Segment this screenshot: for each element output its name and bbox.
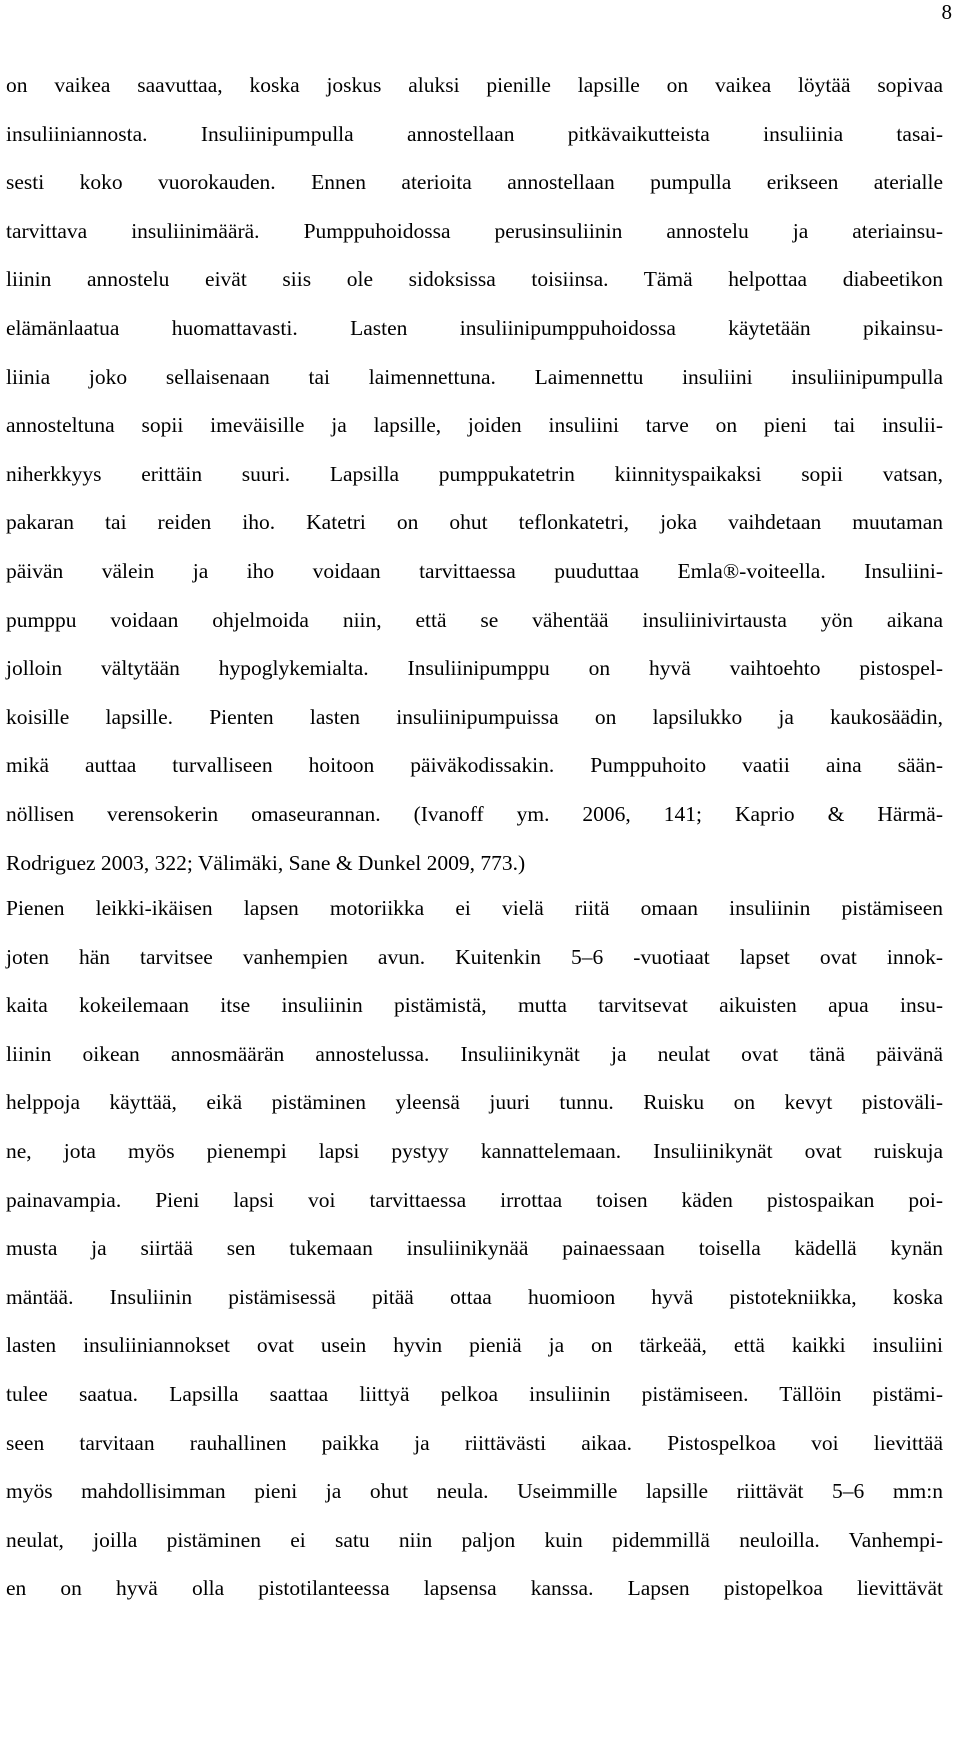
text-line: päivän välein ja iho voidaan tarvittaessa puuduttaa Emla®-voiteella. Insuliini- bbox=[6, 558, 943, 583]
text-line: lasten insuliiniannokset ovat usein hyvin pieniä ja on tärkeää, että kaikki insuliini bbox=[6, 1333, 943, 1358]
text-line: tulee saatua. Lapsilla saattaa liittyä pelkoa insuliinin pistämiseen. Tällöin pistämi- bbox=[6, 1381, 943, 1406]
paragraph-insulin-pump bbox=[6, 61, 943, 887]
paragraph-injection-technique bbox=[6, 884, 943, 1613]
text-line: pakaran tai reiden iho. Katetri on ohut teflonkatetri, joka vaihdetaan muutaman bbox=[6, 510, 943, 535]
text-line: ne, jota myös pienempi lapsi pystyy kannattelemaan. Insuliinikynät ovat ruiskuja bbox=[6, 1138, 943, 1163]
text-line: nöllisen verensokerin omaseurannan. (Ivanoff ym. 2006, 141; Kaprio & Härmä- bbox=[6, 801, 943, 826]
text-line: tarvittava insuliinimäärä. Pumppuhoidossa perusinsuliinin annostelu ja ateriainsu- bbox=[6, 218, 943, 243]
text-line: on vaikea saavuttaa, koska joskus aluksi pienille lapsille on vaikea löytää sopivaa bbox=[6, 73, 943, 97]
text-line: liinin oikean annosmäärän annostelussa. Insuliinikynät ja neulat ovat tänä päivänä bbox=[6, 1041, 943, 1066]
text-line: neulat, joilla pistäminen ei satu niin paljon kuin pidemmillä neuloilla. Vanhempi- bbox=[6, 1527, 943, 1552]
text-line: liinin annostelu eivät siis ole sidoksissa toisiinsa. Tämä helpottaa diabeetikon bbox=[6, 267, 943, 292]
text-line: painavampia. Pieni lapsi voi tarvittaessa irrottaa toisen käden pistospaikan poi- bbox=[6, 1187, 943, 1212]
text-line: kaita kokeilemaan itse insuliinin pistämistä, mutta tarvitsevat aikuisten apua insu- bbox=[6, 993, 943, 1018]
text-line-last: Rodriguez 2003, 322; Välimäki, Sane & Dunkel 2009, 773.) bbox=[6, 850, 526, 875]
text-line: Pienen leikki-ikäisen lapsen motoriikka ei vielä riitä omaan insuliinin pistämiseen bbox=[6, 896, 943, 920]
text-line: seen tarvitaan rauhallinen paikka ja riittävästi aikaa. Pistospelkoa voi lievittää bbox=[6, 1430, 943, 1455]
text-line: musta ja siirtää sen tukemaan insuliinikynää painaessaan toisella kädellä kynän bbox=[6, 1236, 943, 1261]
text-line: niherkkyys erittäin suuri. Lapsilla pumppukatetrin kiinnityspaikaksi sopii vatsan, bbox=[6, 461, 943, 486]
text-line: elämänlaatua huomattavasti. Lasten insuliinipumppuhoidossa käytetään pikainsu- bbox=[6, 315, 943, 340]
text-line: liinia joko sellaisenaan tai laimennettuna. Laimennettu insuliini insuliinipumpulla bbox=[6, 364, 943, 389]
text-line: mikä auttaa turvalliseen hoitoon päiväkodissakin. Pumppuhoito vaatii aina sään- bbox=[6, 753, 943, 778]
text-line: sesti koko vuorokauden. Ennen aterioita annostellaan pumpulla erikseen aterialle bbox=[6, 170, 943, 195]
text-line: pumppu voidaan ohjelmoida niin, että se vähentää insuliinivirtausta yön aikana bbox=[6, 607, 943, 632]
text-line: myös mahdollisimman pieni ja ohut neula. Useimmille lapsille riittävät 5–6 mm:n bbox=[6, 1479, 943, 1504]
text-line: joten hän tarvitsee vanhempien avun. Kuitenkin 5–6 -vuotiaat lapset ovat innok- bbox=[6, 944, 943, 969]
text-line: koisille lapsille. Pienten lasten insuliinipumpuissa on lapsilukko ja kaukosäädin, bbox=[6, 704, 943, 729]
text-line: insuliiniannosta. Insuliinipumpulla annostellaan pitkävaikutteista insuliinia tasai- bbox=[6, 121, 943, 146]
text-line: en on hyvä olla pistotilanteessa lapsensa kanssa. Lapsen pistopelkoa lievittävät bbox=[6, 1576, 943, 1601]
text-line: mäntää. Insuliinin pistämisessä pitää ottaa huomioon hyvä pistotekniikka, koska bbox=[6, 1284, 943, 1309]
page-number: 8 bbox=[941, 0, 952, 24]
text-line: jolloin vältytään hypoglykemialta. Insuliinipumppu on hyvä vaihtoehto pistospel- bbox=[6, 656, 943, 681]
text-line: helppoja käyttää, eikä pistäminen yleensä juuri tunnu. Ruisku on kevyt pistoväli- bbox=[6, 1090, 943, 1115]
text-line: annosteltuna sopii imeväisille ja lapsille, joiden insuliini tarve on pieni tai insulii- bbox=[6, 413, 943, 438]
